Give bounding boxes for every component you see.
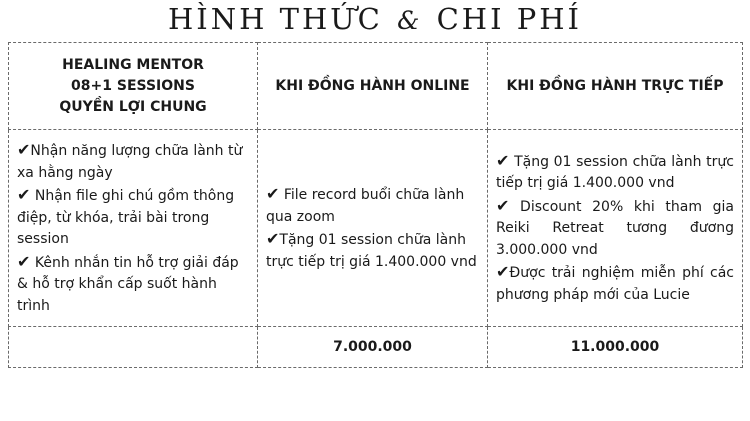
title-ampersand: & <box>397 6 423 35</box>
header-online: KHI ĐỒNG HÀNH ONLINE <box>258 43 488 130</box>
online-benefits-list <box>258 183 487 273</box>
check-icon: ✔ <box>17 251 31 271</box>
common-benefits-list <box>9 139 257 317</box>
benefit-item: Discount 20% khi tham gia Reiki Retreat tương đương 3.000.000 vnd <box>496 198 734 258</box>
benefit-item: Tặng 01 session chữa lành trực tiếp trị giá 1.400.000 vnd <box>266 232 477 270</box>
check-icon: ✔ <box>266 229 280 248</box>
check-icon: ✔ <box>496 262 510 282</box>
benefit-item: File record buổi chữa lành qua zoom <box>266 187 465 225</box>
price-online: 7.000.000 <box>258 327 488 368</box>
in-person-benefits-cell <box>488 130 743 327</box>
price-empty-cell <box>9 327 258 368</box>
check-icon: ✔ <box>17 140 31 159</box>
header-line-program: HEALING MENTOR <box>62 56 204 73</box>
header-row <box>9 43 743 130</box>
benefit-item: Nhận file ghi chú gồm thông điệp, từ khóa, trải bài trong session <box>17 188 235 247</box>
benefit-item: Tặng 01 session chữa lành trực tiếp trị giá 1.400.000 vnd <box>496 153 734 192</box>
pricing-table <box>8 42 743 368</box>
header-line-common: QUYỀN LỢI CHUNG <box>59 98 207 115</box>
price-in-person: 11.000.000 <box>488 327 743 368</box>
title-part1: HÌNH THỨC <box>167 2 383 36</box>
in-person-benefits-list <box>488 150 742 307</box>
price-row <box>9 327 743 368</box>
benefits-row <box>9 130 743 327</box>
header-line-sessions: 08+1 SESSIONS <box>71 77 195 94</box>
common-benefits-cell <box>9 130 258 327</box>
check-icon: ✔ <box>496 150 510 170</box>
check-icon: ✔ <box>17 185 31 204</box>
header-common-benefits <box>9 43 258 130</box>
benefit-item: Kênh nhắn tin hỗ trợ giải đáp & hỗ trợ khẩn cấp suốt hành trình <box>17 254 239 314</box>
benefit-item: Nhận năng lượng chữa lành từ xa hằng ngày <box>17 143 243 181</box>
check-icon: ✔ <box>266 184 280 203</box>
online-benefits-cell <box>258 130 488 327</box>
page-title <box>0 2 750 36</box>
benefit-item: Được trải nghiệm miễn phí các phương pháp mới của Lucie <box>496 265 734 303</box>
check-icon: ✔ <box>496 195 510 215</box>
title-part2: CHI PHÍ <box>436 2 583 36</box>
header-in-person: KHI ĐỒNG HÀNH TRỰC TIẾP <box>488 43 743 130</box>
